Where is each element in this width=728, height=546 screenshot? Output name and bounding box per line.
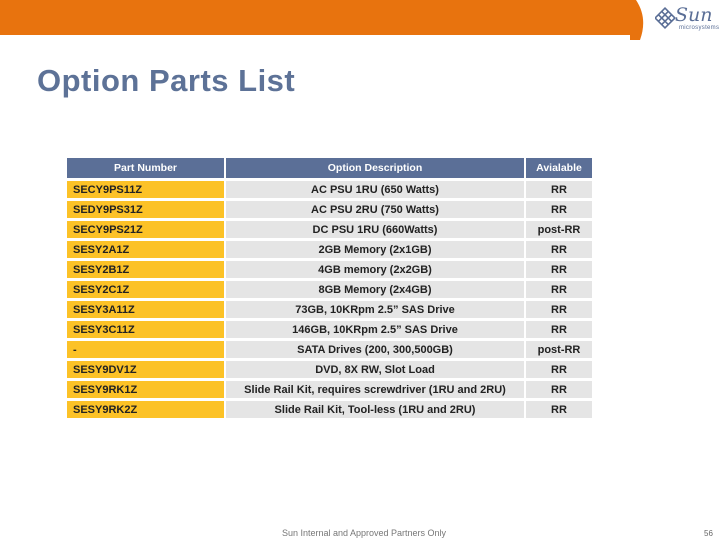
description-cell: SATA Drives (200, 300,500GB) [226, 341, 524, 358]
availability-cell: RR [526, 401, 592, 418]
description-cell: DC PSU 1RU (660Watts) [226, 221, 524, 238]
part-number-cell: SESY9RK1Z [67, 381, 224, 398]
header-available: Avialable [526, 158, 592, 178]
parts-table [65, 155, 594, 421]
description-cell: Slide Rail Kit, Tool-less (1RU and 2RU) [226, 401, 524, 418]
part-number-cell: SESY3C11Z [67, 321, 224, 338]
header-part-number: Part Number [67, 158, 224, 178]
availability-cell: RR [526, 181, 592, 198]
availability-cell: RR [526, 381, 592, 398]
table-row [67, 221, 592, 238]
table-row [67, 341, 592, 358]
part-number-cell: SESY3A11Z [67, 301, 224, 318]
availability-cell: RR [526, 361, 592, 378]
part-number-cell: - [67, 341, 224, 358]
part-number-cell: SESY9DV1Z [67, 361, 224, 378]
availability-cell: RR [526, 281, 592, 298]
description-cell: 73GB, 10KRpm 2.5” SAS Drive [226, 301, 524, 318]
table-row [67, 321, 592, 338]
table-row [67, 241, 592, 258]
availability-cell: post-RR [526, 221, 592, 238]
availability-cell: post-RR [526, 341, 592, 358]
table-row [67, 361, 592, 378]
description-cell: Slide Rail Kit, requires screwdriver (1RU and 2RU) [226, 381, 524, 398]
availability-cell: RR [526, 301, 592, 318]
part-number-cell: SEDY9PS31Z [67, 201, 224, 218]
part-number-cell: SESY2A1Z [67, 241, 224, 258]
page-number: 56 [704, 529, 713, 538]
logo-subtext: microsystems [679, 25, 720, 31]
description-cell: DVD, 8X RW, Slot Load [226, 361, 524, 378]
availability-cell: RR [526, 261, 592, 278]
part-number-cell: SESY9RK2Z [67, 401, 224, 418]
header-option-description: Option Description [226, 158, 524, 178]
availability-cell: RR [526, 241, 592, 258]
logo-name: Sun [675, 4, 713, 26]
table-row [67, 381, 592, 398]
table-row [67, 201, 592, 218]
table-row [67, 401, 592, 418]
table-header-row [67, 158, 592, 178]
table-row [67, 301, 592, 318]
table-row [67, 181, 592, 198]
part-number-cell: SECY9PS11Z [67, 181, 224, 198]
description-cell: AC PSU 1RU (650 Watts) [226, 181, 524, 198]
availability-cell: RR [526, 321, 592, 338]
slide-title: Option Parts List [37, 63, 296, 98]
part-number-cell: SECY9PS21Z [67, 221, 224, 238]
description-cell: 8GB Memory (2x4GB) [226, 281, 524, 298]
description-cell: AC PSU 2RU (750 Watts) [226, 201, 524, 218]
description-cell: 146GB, 10KRpm 2.5” SAS Drive [226, 321, 524, 338]
part-number-cell: SESY2B1Z [67, 261, 224, 278]
description-cell: 2GB Memory (2x1GB) [226, 241, 524, 258]
table-row [67, 261, 592, 278]
description-cell: 4GB memory (2x2GB) [226, 261, 524, 278]
table-row [67, 281, 592, 298]
availability-cell: RR [526, 201, 592, 218]
footer-text: Sun Internal and Approved Partners Only [281, 528, 447, 538]
header-bar [0, 0, 636, 35]
header-curve [630, 0, 650, 40]
part-number-cell: SESY2C1Z [67, 281, 224, 298]
